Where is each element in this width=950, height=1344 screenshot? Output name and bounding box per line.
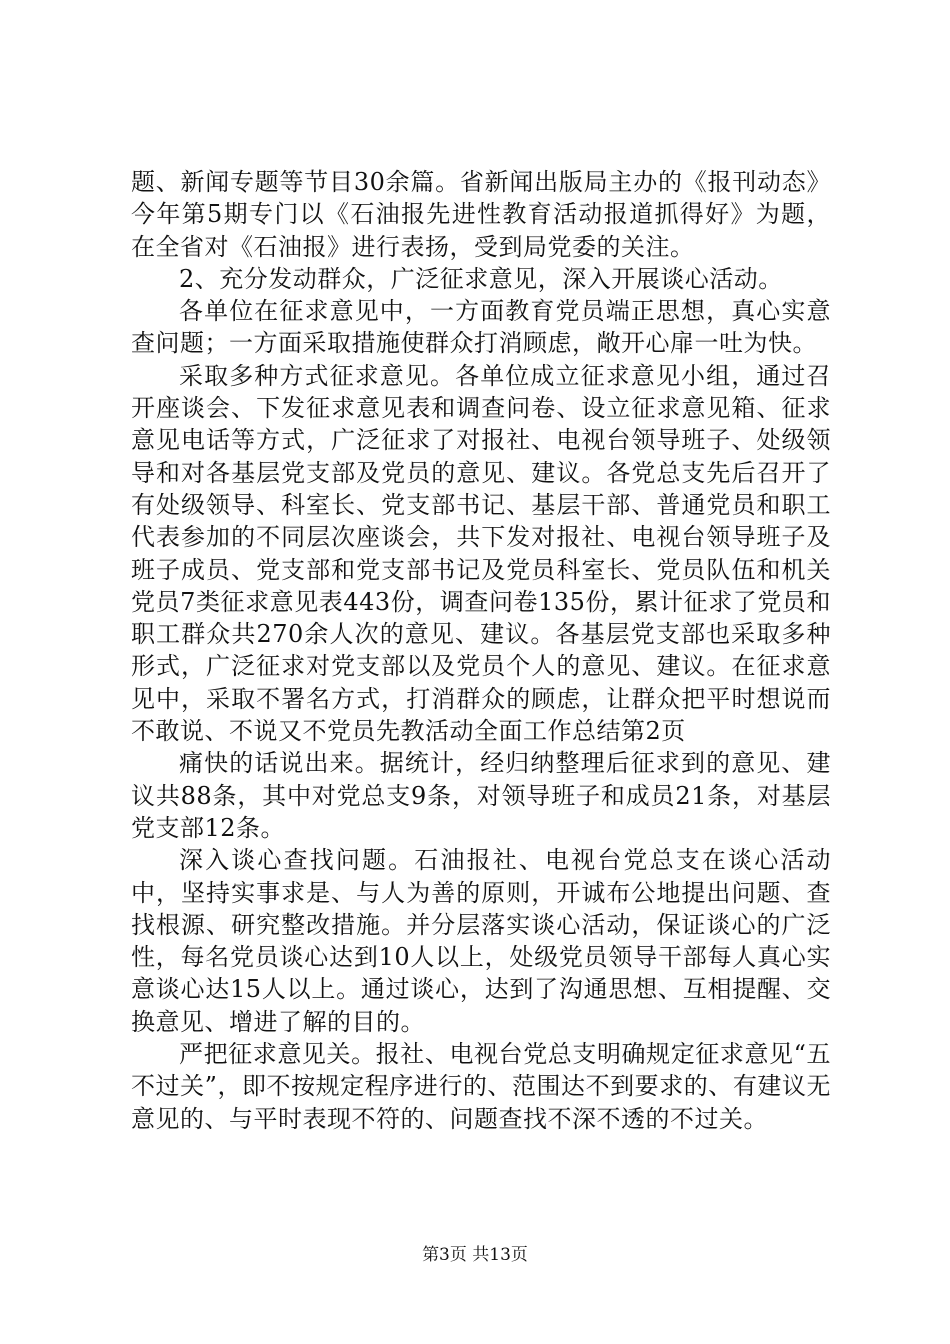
- paragraph-continuation: 题、新闻专题等节目30余篇。省新闻出版局主办的《报刊动态》今年第5期专门以《石油报先进性教育活动报道抓得好》为题，在全省对《石油报》进行表扬，受到局党委的关注。: [131, 168, 831, 261]
- section-heading: 2、充分发动群众，广泛征求意见，深入开展谈心活动。: [179, 264, 783, 293]
- paragraph: 严把征求意见关。报社、电视台党总支明确规定征求意见“五不过关”，即不按规定程序进行的、范围达不到要求的、有建议无意见的、与平时表现不符的、问题查找不深不透的不过关。: [131, 1040, 831, 1133]
- paragraph: 深入谈心查找问题。石油报社、电视台党总支在谈心活动中，坚持实事求是、与人为善的原则，开诚布公地提出问题、查找根源、研究整改措施。并分层落实谈心活动，保证谈心的广泛性，每名党员谈心达到10人以上，处级党员领导干部每人真心实意谈心达15人以上。通过谈心，达到了沟通思想、互相提醒、交换意见、增进了解的目的。: [131, 846, 831, 1036]
- page-footer: 第3页 共13页: [422, 1245, 528, 1265]
- paragraph: 各单位在征求意见中，一方面教育党员端正思想，真心实意查问题；一方面采取措施使群众打消顾虑，敞开心扉一吐为快。: [131, 297, 831, 358]
- paragraph: 采取多种方式征求意见。各单位成立征求意见小组，通过召开座谈会、下发征求意见表和调查问卷、设立征求意见箱、征求意见电话等方式，广泛征求了对报社、电视台领导班子、处级领导和对各基层党支部及党员的意见、建议。各党总支先后召开了有处级领导、科室长、党支部书记、基层干部、普通党员和职工代表参加的不同层次座谈会，共下发对报社、电视台领导班子及班子成员、党支部和党支部书记及党员科室长、党员队伍和机关党员7类征求意见表443份，调查问卷135份，累计征求了党员和职工群众共270余人次的意见、建议。各基层党支部也采取多种形式，广泛征求对党支部以及党员个人的意见、建议。在征求意见中，采取不署名方式，打消群众的顾虑，让群众把平时想说而不敢说、不说又不党员先教活动全面工作总结第2页: [131, 361, 831, 746]
- paragraph: 痛快的话说出来。据统计，经归纳整理后征求到的意见、建议共88条，其中对党总支9条，对领导班子和成员21条，对基层党支部12条。: [131, 749, 831, 842]
- document-body: [131, 166, 831, 1135]
